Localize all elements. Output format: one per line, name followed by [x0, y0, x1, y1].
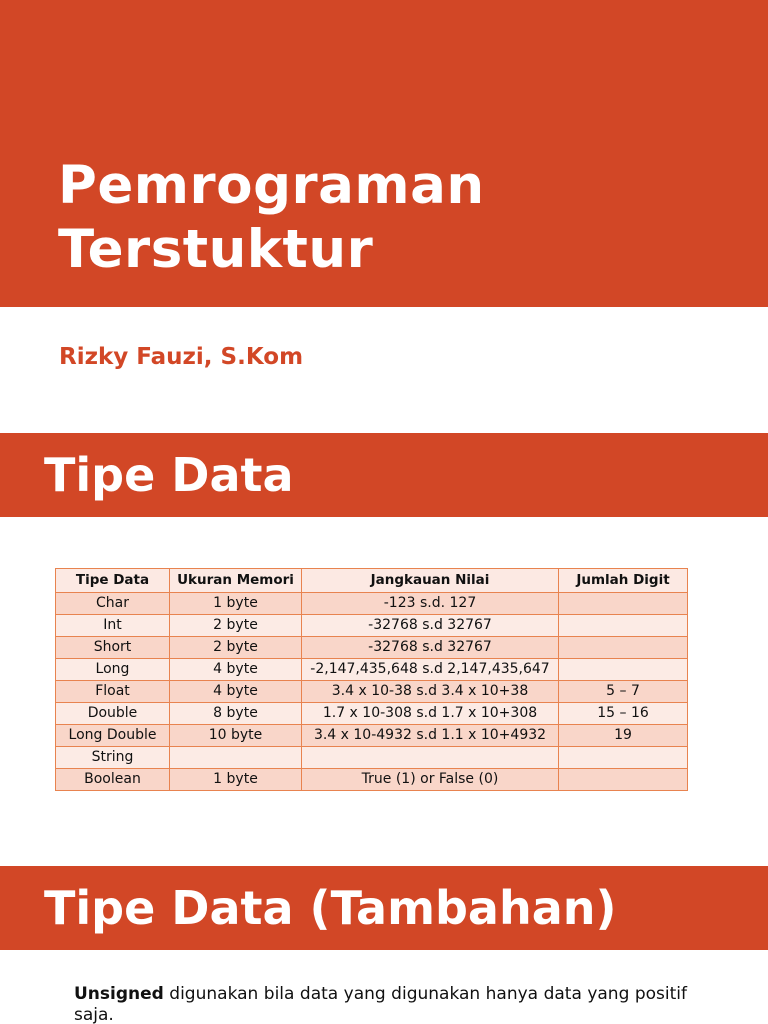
unsigned-description — [74, 984, 687, 1024]
cell-tipe: Long Double — [56, 725, 170, 747]
cell-digit: 19 — [559, 725, 688, 747]
cell-digit — [559, 747, 688, 769]
cell-tipe: String — [56, 747, 170, 769]
header-ukuran-memori: Ukuran Memori — [170, 569, 302, 593]
cell-ukuran: 4 byte — [170, 659, 302, 681]
header-jumlah-digit: Jumlah Digit — [559, 569, 688, 593]
cell-ukuran: 1 byte — [170, 769, 302, 791]
cell-ukuran: 8 byte — [170, 703, 302, 725]
main-title-line-1: Pemrograman — [58, 155, 485, 216]
table-row — [56, 615, 688, 637]
cell-ukuran: 10 byte — [170, 725, 302, 747]
cell-jangkauan — [302, 747, 559, 769]
cell-ukuran: 1 byte — [170, 593, 302, 615]
cell-tipe: Float — [56, 681, 170, 703]
cell-ukuran — [170, 747, 302, 769]
title-banner — [0, 0, 768, 307]
table-row — [56, 747, 688, 769]
cell-tipe: Boolean — [56, 769, 170, 791]
cell-jangkauan: 1.7 x 10-308 s.d 1.7 x 10+308 — [302, 703, 559, 725]
cell-jangkauan: -123 s.d. 127 — [302, 593, 559, 615]
cell-digit — [559, 593, 688, 615]
cell-ukuran: 2 byte — [170, 637, 302, 659]
header-tipe-data: Tipe Data — [56, 569, 170, 593]
cell-jangkauan: -32768 s.d 32767 — [302, 637, 559, 659]
data-type-table-container — [55, 568, 687, 791]
cell-jangkauan: True (1) or False (0) — [302, 769, 559, 791]
cell-jangkauan: -32768 s.d 32767 — [302, 615, 559, 637]
author-name: Rizky Fauzi, S.Kom — [59, 344, 304, 370]
unsigned-term: Unsigned — [74, 984, 164, 1004]
table-row — [56, 593, 688, 615]
cell-digit: 15 – 16 — [559, 703, 688, 725]
section-title-tipe-data: Tipe Data — [44, 448, 294, 502]
cell-tipe: Char — [56, 593, 170, 615]
cell-jangkauan: -2,147,435,648 s.d 2,147,435,647 — [302, 659, 559, 681]
cell-ukuran: 2 byte — [170, 615, 302, 637]
table-row — [56, 659, 688, 681]
main-title-line-2: Terstuktur — [58, 219, 374, 280]
table-row — [56, 769, 688, 791]
table-header-row — [56, 569, 688, 593]
cell-digit — [559, 659, 688, 681]
section-banner-tipe-data-tambahan — [0, 866, 768, 950]
cell-digit: 5 – 7 — [559, 681, 688, 703]
cell-digit — [559, 637, 688, 659]
unsigned-description-text: digunakan bila data yang digunakan hanya data yang positif saja. — [74, 984, 687, 1024]
cell-digit — [559, 769, 688, 791]
section-banner-tipe-data — [0, 433, 768, 517]
header-jangkauan-nilai: Jangkauan Nilai — [302, 569, 559, 593]
table-row — [56, 725, 688, 747]
cell-jangkauan: 3.4 x 10-4932 s.d 1.1 x 10+4932 — [302, 725, 559, 747]
table-row — [56, 681, 688, 703]
table-row — [56, 703, 688, 725]
cell-tipe: Int — [56, 615, 170, 637]
table-row — [56, 637, 688, 659]
section-title-tipe-data-tambahan: Tipe Data (Tambahan) — [44, 881, 617, 935]
data-type-table — [55, 568, 688, 791]
main-title — [58, 154, 485, 282]
cell-tipe: Long — [56, 659, 170, 681]
cell-tipe: Short — [56, 637, 170, 659]
cell-ukuran: 4 byte — [170, 681, 302, 703]
cell-tipe: Double — [56, 703, 170, 725]
cell-jangkauan: 3.4 x 10-38 s.d 3.4 x 10+38 — [302, 681, 559, 703]
cell-digit — [559, 615, 688, 637]
